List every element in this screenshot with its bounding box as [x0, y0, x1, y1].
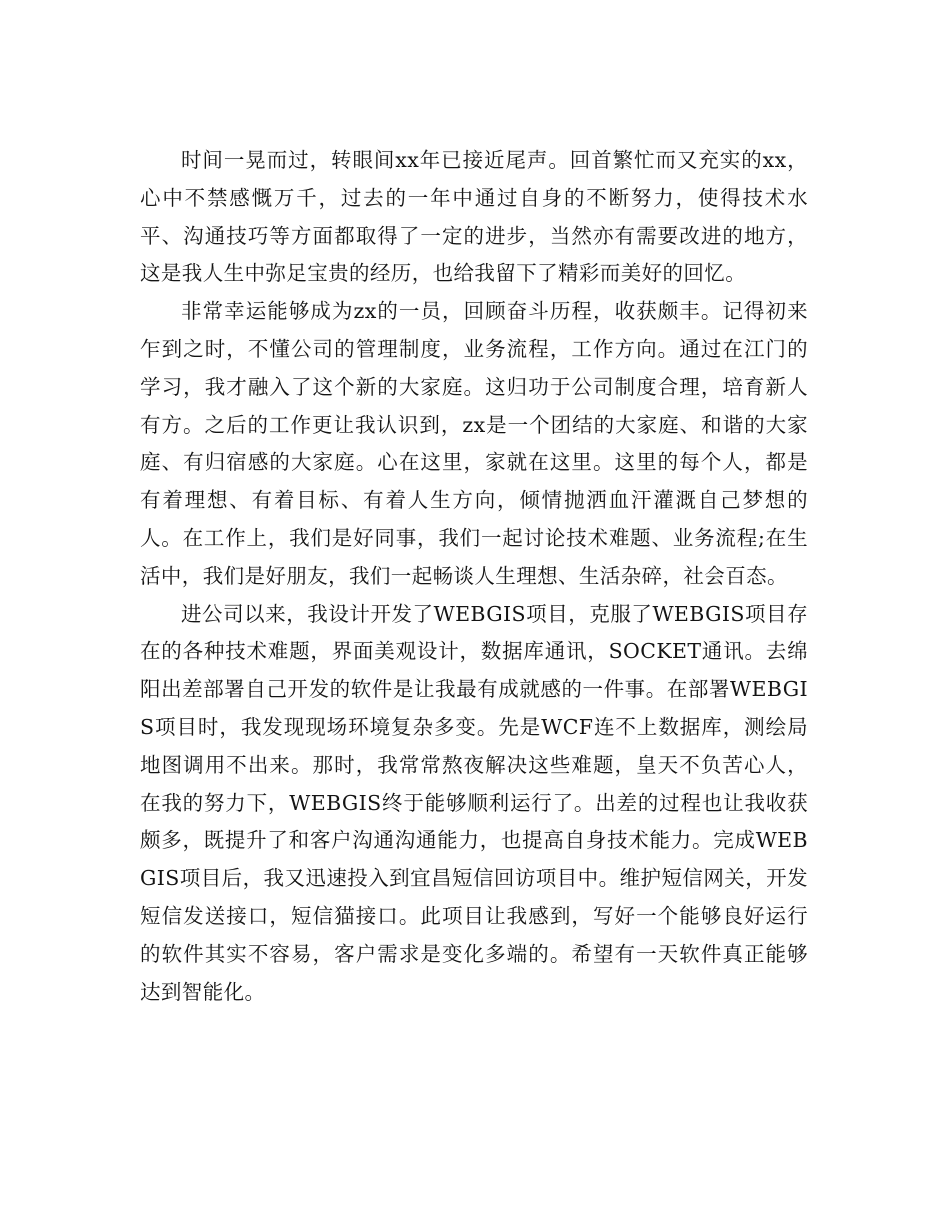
paragraph-1: 时间一晃而过，转眼间xx年已接近尾声。回首繁忙而又充实的xx，心中不禁感慨万千，过去的一年中通过自身的不断努力，使得技术水平、沟通技巧等方面都取得了一定的进步，当然亦有需要改进的地方，这是我人生中弥足宝贵的经历，也给我留下了精彩而美好的回忆。 — [140, 148, 808, 286]
document-body — [140, 142, 808, 1011]
paragraph-3: 进公司以来，我设计开发了WEBGIS项目，克服了WEBGIS项目存在的各种技术难题，界面美观设计，数据库通讯，SOCKET通讯。去绵阳出差部署自己开发的软件是让我最有成就感的一件事。在部署WEBGIS项目时，我发现现场环境复杂多变。先是WCF连不上数据库，测绘局地图调用不出来。那时，我常常熬夜解决这些难题，皇天不负苦心人，在我的努力下，WEBGIS终于能够顺利运行了。出差的过程也让我收获颇多，既提升了和客户沟通沟通能力，也提高自身技术能力。完成WEBGIS项目后，我又迅速投入到宜昌短信回访项目中。维护短信网关，开发短信发送接口，短信猫接口。此项目让我感到，写好一个能够良好运行的软件其实不容易，客户需求是变化多端的。希望有一天软件真正能够达到智能化。 — [140, 601, 808, 1004]
paragraph-2: 非常幸运能够成为zx的一员，回顾奋斗历程，收获颇丰。记得初来乍到之时，不懂公司的管理制度，业务流程，工作方向。通过在江门的学习，我才融入了这个新的大家庭。这归功于公司制度合理，培育新人有方。之后的工作更让我认识到，zx是一个团结的大家庭、和谐的大家庭、有归宿感的大家庭。心在这里，家就在这里。这里的每个人，都是有着理想、有着目标、有着人生方向，倾情抛洒血汗灌溉自己梦想的人。在工作上，我们是好同事，我们一起讨论技术难题、业务流程;在生活中，我们是好朋友，我们一起畅谈人生理想、生活杂碎，社会百态。 — [140, 299, 808, 588]
